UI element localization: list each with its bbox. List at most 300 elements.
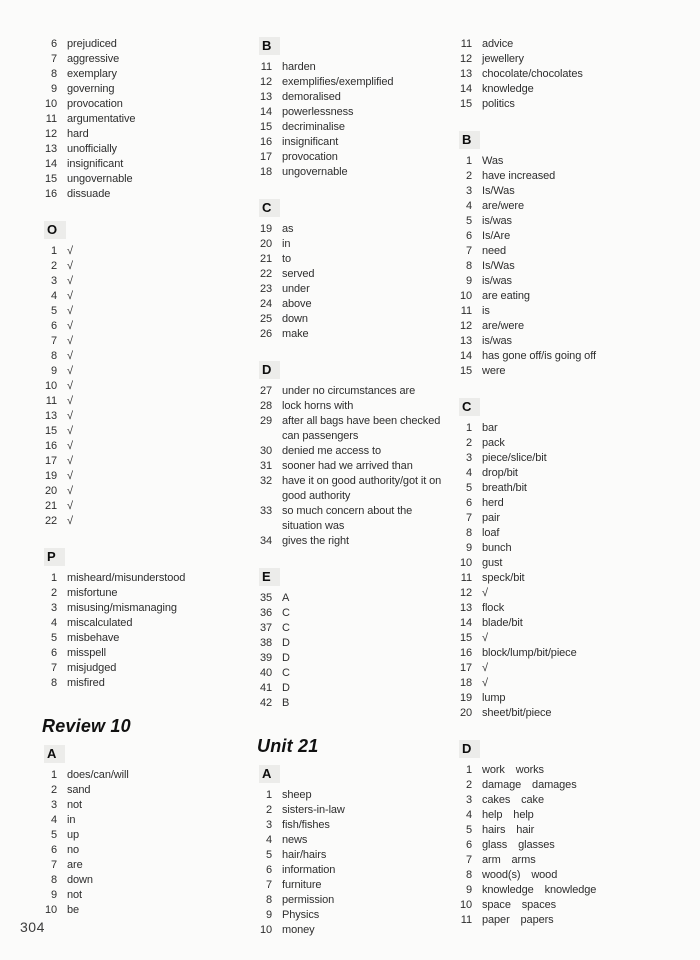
answer-text: sheet/bit/piece xyxy=(482,707,552,719)
answer-item xyxy=(455,646,670,661)
answer-text: fish/fishes xyxy=(282,819,330,831)
answer-number: 19 xyxy=(44,470,57,482)
answer-number: 13 xyxy=(459,68,472,80)
answer-number: 42 xyxy=(259,697,272,709)
answer-item xyxy=(255,90,445,105)
answer-number: 16 xyxy=(259,136,272,148)
answer-item xyxy=(455,853,670,868)
answer-text: prejudiced xyxy=(67,38,117,50)
answer-text: breath/bit xyxy=(482,482,527,494)
answer-item xyxy=(455,364,670,379)
answer-text: is/was xyxy=(482,275,512,287)
answer-text: C xyxy=(282,622,290,634)
answer-text: exemplary xyxy=(67,68,117,80)
answer-text: lump xyxy=(482,692,506,704)
answer-item xyxy=(40,454,245,469)
answer-number: 26 xyxy=(259,328,272,340)
answer-column xyxy=(455,37,670,928)
answer-list xyxy=(455,154,670,379)
answer-number: 35 xyxy=(259,592,272,604)
answer-text: information xyxy=(282,864,336,876)
answer-number: 13 xyxy=(459,335,472,347)
answer-text: misspell xyxy=(67,647,106,659)
answer-number: 39 xyxy=(259,652,272,664)
answer-text: pair xyxy=(482,512,500,524)
answer-item xyxy=(255,282,445,297)
answer-number: 8 xyxy=(265,894,272,906)
answer-number: 22 xyxy=(44,515,57,527)
answer-item xyxy=(455,169,670,184)
answer-text: blade/bit xyxy=(482,617,523,629)
answer-text: in xyxy=(282,238,291,250)
answer-text: sooner had we arrived than xyxy=(282,460,413,472)
answer-item xyxy=(455,691,670,706)
answer-item xyxy=(255,504,445,534)
answer-text: √ xyxy=(67,335,73,347)
answer-number: 19 xyxy=(459,692,472,704)
answer-item xyxy=(40,349,245,364)
answer-number: 10 xyxy=(44,98,57,110)
answer-list xyxy=(40,571,245,691)
answer-item xyxy=(255,327,445,342)
answer-text: provocation xyxy=(67,98,123,110)
answer-text: √ xyxy=(67,515,73,527)
answer-item xyxy=(40,873,245,888)
answer-text: speck/bit xyxy=(482,572,525,584)
answer-text: have increased xyxy=(482,170,556,182)
answer-list xyxy=(455,421,670,721)
answer-number: 9 xyxy=(465,884,472,896)
answer-number: 1 xyxy=(465,422,472,434)
answer-item xyxy=(40,67,245,82)
answer-text: √ xyxy=(67,305,73,317)
answer-number: 11 xyxy=(45,113,57,125)
answer-item xyxy=(40,244,245,259)
unit-heading: Review 10 xyxy=(42,716,131,736)
answer-number: 33 xyxy=(259,505,272,517)
answer-text: bar xyxy=(482,422,498,434)
answer-text: √ xyxy=(67,485,73,497)
answer-item xyxy=(255,237,445,252)
answer-number: 3 xyxy=(50,799,57,811)
answer-text: √ xyxy=(67,425,73,437)
answer-item xyxy=(255,833,445,848)
answer-item xyxy=(40,903,245,918)
answer-text: bunch xyxy=(482,542,512,554)
answer-number: 3 xyxy=(50,602,57,614)
answer-number: 36 xyxy=(259,607,272,619)
answer-text: √ xyxy=(482,662,488,674)
answer-number: 3 xyxy=(465,452,472,464)
answer-item xyxy=(455,67,670,82)
answer-text: argumentative xyxy=(67,113,136,125)
answer-number: 10 xyxy=(459,557,472,569)
answer-item xyxy=(40,319,245,334)
section-heading xyxy=(455,131,670,149)
answer-text: are eating xyxy=(482,290,530,302)
answer-text: advice xyxy=(482,38,514,50)
answer-list xyxy=(40,37,245,202)
answer-text: √ xyxy=(67,275,73,287)
answer-number: 10 xyxy=(259,924,272,936)
answer-item xyxy=(40,888,245,903)
answer-number: 23 xyxy=(259,283,272,295)
answer-text: loaf xyxy=(482,527,500,539)
section-heading xyxy=(40,745,245,763)
page-number: 304 xyxy=(20,919,45,935)
answer-text: √ xyxy=(482,587,488,599)
answer-number: 10 xyxy=(44,380,57,392)
answer-number: 22 xyxy=(259,268,272,280)
answer-item xyxy=(455,898,670,913)
answer-item xyxy=(455,541,670,556)
answer-item xyxy=(255,636,445,651)
answer-text: dissuade xyxy=(67,188,111,200)
answer-number: 6 xyxy=(50,647,57,659)
answer-number: 5 xyxy=(465,215,472,227)
answer-text: politics xyxy=(482,98,515,110)
answer-item xyxy=(455,868,670,883)
section-heading xyxy=(255,37,445,55)
answer-text: denied me access to xyxy=(282,445,381,457)
answer-number: 7 xyxy=(50,335,57,347)
answer-text: space spaces xyxy=(482,899,557,911)
answer-number: 6 xyxy=(50,844,57,856)
answer-number: 14 xyxy=(259,106,272,118)
answer-number: 5 xyxy=(265,849,272,861)
answer-text: √ xyxy=(67,350,73,362)
answer-item xyxy=(455,289,670,304)
answer-item xyxy=(40,394,245,409)
answer-text: Is/Was xyxy=(482,260,515,272)
answer-number: 10 xyxy=(44,904,57,916)
answer-text: hard xyxy=(67,128,89,140)
answer-number: 6 xyxy=(50,38,57,50)
answer-item xyxy=(455,823,670,838)
answer-number: 7 xyxy=(265,879,272,891)
answer-number: 17 xyxy=(44,455,57,467)
answer-list xyxy=(255,788,445,938)
answer-item xyxy=(455,481,670,496)
answer-item xyxy=(40,661,245,676)
answer-number: 12 xyxy=(259,76,272,88)
answer-text: knowledge xyxy=(482,83,534,95)
answer-text: are/were xyxy=(482,200,524,212)
answer-item xyxy=(455,334,670,349)
answer-text: lock horns with xyxy=(282,400,354,412)
answer-number: 8 xyxy=(465,527,472,539)
answer-text: damage damages xyxy=(482,779,577,791)
answer-number: 29 xyxy=(259,415,272,427)
answer-text: misfortune xyxy=(67,587,118,599)
answer-number: 16 xyxy=(44,188,57,200)
answer-item xyxy=(255,878,445,893)
answer-item xyxy=(255,75,445,90)
answer-column xyxy=(255,37,445,938)
answer-item xyxy=(40,858,245,873)
answer-item xyxy=(255,267,445,282)
answer-text: misfired xyxy=(67,677,105,689)
answer-item xyxy=(455,601,670,616)
answer-item xyxy=(455,349,670,364)
answer-text: √ xyxy=(67,470,73,482)
answer-number: 37 xyxy=(259,622,272,634)
answer-item xyxy=(40,187,245,202)
answer-list xyxy=(40,244,245,529)
answer-number: 2 xyxy=(465,170,472,182)
answer-item xyxy=(455,466,670,481)
answer-number: 4 xyxy=(465,467,472,479)
answer-number: 7 xyxy=(50,662,57,674)
answer-number: 9 xyxy=(50,365,57,377)
answer-number: 28 xyxy=(259,400,272,412)
answer-number: 18 xyxy=(259,166,272,178)
answer-number: 7 xyxy=(50,859,57,871)
answer-text: cakes cake xyxy=(482,794,544,806)
answer-item xyxy=(40,843,245,858)
section-heading xyxy=(455,398,670,416)
answer-number: 6 xyxy=(465,230,472,242)
answer-number: 7 xyxy=(465,245,472,257)
answer-text: after all bags have been checked can passengers xyxy=(282,415,441,442)
answer-list xyxy=(455,763,670,928)
answer-number: 4 xyxy=(465,809,472,821)
answer-number: 2 xyxy=(50,587,57,599)
answer-text: Physics xyxy=(282,909,320,921)
answer-item xyxy=(40,783,245,798)
answer-text: gust xyxy=(482,557,503,569)
section-label: B xyxy=(259,37,280,55)
answer-column xyxy=(40,37,245,918)
answer-text: news xyxy=(282,834,308,846)
answer-number: 6 xyxy=(465,497,472,509)
answer-number: 4 xyxy=(265,834,272,846)
answer-item xyxy=(455,244,670,259)
answer-number: 8 xyxy=(465,869,472,881)
answer-text: piece/slice/bit xyxy=(482,452,547,464)
answer-text: not xyxy=(67,799,82,811)
answer-item xyxy=(455,214,670,229)
answer-item xyxy=(255,459,445,474)
answer-item xyxy=(255,384,445,399)
answer-number: 17 xyxy=(259,151,272,163)
answer-text: need xyxy=(482,245,507,257)
answer-item xyxy=(40,37,245,52)
answer-text: √ xyxy=(67,380,73,392)
answer-number: 8 xyxy=(50,68,57,80)
answer-number: 1 xyxy=(465,764,472,776)
answer-number: 9 xyxy=(50,889,57,901)
answer-number: 12 xyxy=(44,128,57,140)
answer-text: D xyxy=(282,682,290,694)
answer-number: 9 xyxy=(465,542,472,554)
answer-text: drop/bit xyxy=(482,467,518,479)
answer-text: does/can/will xyxy=(67,769,129,781)
answer-item xyxy=(255,908,445,923)
answer-item xyxy=(255,105,445,120)
answer-number: 1 xyxy=(465,155,472,167)
answer-item xyxy=(455,706,670,721)
answer-text: √ xyxy=(67,260,73,272)
answer-number: 10 xyxy=(459,899,472,911)
answer-number: 11 xyxy=(460,914,472,926)
answer-number: 9 xyxy=(265,909,272,921)
answer-text: Is/Are xyxy=(482,230,511,242)
answer-text: √ xyxy=(67,500,73,512)
answer-text: up xyxy=(67,829,80,841)
answer-item xyxy=(455,838,670,853)
answer-text: so much concern about the situation was xyxy=(282,505,413,532)
section-heading xyxy=(255,568,445,586)
answer-text: misheard/misunderstood xyxy=(67,572,186,584)
answer-text: √ xyxy=(482,677,488,689)
answer-text: C xyxy=(282,667,290,679)
answer-text: ungovernable xyxy=(282,166,348,178)
answer-item xyxy=(455,82,670,97)
answer-item xyxy=(255,681,445,696)
answer-text: were xyxy=(482,365,506,377)
answer-text: glass glasses xyxy=(482,839,555,851)
answer-text: Is/Was xyxy=(482,185,515,197)
answer-text: not xyxy=(67,889,82,901)
answer-item xyxy=(455,274,670,289)
answer-number: 11 xyxy=(260,61,272,73)
answer-number: 6 xyxy=(465,839,472,851)
answer-item xyxy=(255,414,445,444)
answer-number: 14 xyxy=(459,617,472,629)
answer-item xyxy=(40,97,245,112)
answer-item xyxy=(255,165,445,180)
answer-item xyxy=(255,848,445,863)
answer-text: flock xyxy=(482,602,505,614)
answer-number: 4 xyxy=(50,814,57,826)
section-label: O xyxy=(44,221,66,239)
answer-number: 13 xyxy=(44,410,57,422)
answer-item xyxy=(40,514,245,529)
answer-text: down xyxy=(67,874,93,886)
answer-number: 4 xyxy=(50,290,57,302)
answer-text: ungovernable xyxy=(67,173,133,185)
answer-number: 5 xyxy=(465,824,472,836)
answer-number: 16 xyxy=(44,440,57,452)
answer-number: 15 xyxy=(44,173,57,185)
section-label: D xyxy=(259,361,280,379)
answer-number: 13 xyxy=(259,91,272,103)
answer-text: to xyxy=(282,253,291,265)
answer-number: 1 xyxy=(50,245,57,257)
answer-number: 18 xyxy=(459,677,472,689)
section-label: D xyxy=(459,740,480,758)
answer-item xyxy=(40,82,245,97)
answer-item xyxy=(255,696,445,711)
answer-text: are xyxy=(67,859,83,871)
answer-number: 16 xyxy=(459,647,472,659)
answer-item xyxy=(255,788,445,803)
answer-text: Was xyxy=(482,155,504,167)
answer-number: 20 xyxy=(44,485,57,497)
answer-text: exemplifies/exemplified xyxy=(282,76,394,88)
answer-text: √ xyxy=(67,245,73,257)
answer-item xyxy=(40,828,245,843)
answer-text: block/lump/bit/piece xyxy=(482,647,577,659)
answer-number: 17 xyxy=(459,662,472,674)
answer-text: sisters-in-law xyxy=(282,804,345,816)
answer-number: 7 xyxy=(50,53,57,65)
answer-item xyxy=(455,883,670,898)
answer-text: provocation xyxy=(282,151,338,163)
answer-text: down xyxy=(282,313,308,325)
answer-item xyxy=(455,37,670,52)
answer-item xyxy=(40,172,245,187)
answer-item xyxy=(255,222,445,237)
answer-number: 3 xyxy=(465,185,472,197)
answer-number: 11 xyxy=(460,305,472,317)
section-heading xyxy=(255,765,445,783)
answer-number: 4 xyxy=(50,617,57,629)
answer-item xyxy=(255,252,445,267)
answer-text: insignificant xyxy=(282,136,339,148)
answer-text: as xyxy=(282,223,294,235)
section-label: C xyxy=(259,199,280,217)
answer-item xyxy=(40,616,245,631)
answer-text: A xyxy=(282,592,290,604)
answer-text: under no circumstances are xyxy=(282,385,416,397)
answer-number: 2 xyxy=(465,779,472,791)
answer-item xyxy=(255,534,445,549)
answer-number: 19 xyxy=(259,223,272,235)
answer-text: above xyxy=(282,298,312,310)
answer-number: 12 xyxy=(459,53,472,65)
answer-list xyxy=(255,60,445,180)
answer-item xyxy=(455,586,670,601)
section-heading xyxy=(40,221,245,239)
answer-text: work works xyxy=(482,764,544,776)
answer-item xyxy=(40,798,245,813)
answer-number: 7 xyxy=(465,512,472,524)
answer-text: have it on good authority/got it on good authority xyxy=(282,475,442,502)
answer-text: √ xyxy=(67,365,73,377)
answer-number: 12 xyxy=(459,320,472,332)
answer-text: furniture xyxy=(282,879,322,891)
answer-item xyxy=(255,312,445,327)
answer-text: is/was xyxy=(482,335,512,347)
answer-number: 11 xyxy=(460,572,472,584)
answer-number: 4 xyxy=(465,200,472,212)
answer-text: be xyxy=(67,904,80,916)
answer-item xyxy=(455,421,670,436)
answer-number: 13 xyxy=(44,143,57,155)
answer-number: 21 xyxy=(44,500,57,512)
answer-item xyxy=(455,304,670,319)
answer-text: herd xyxy=(482,497,504,509)
section-heading xyxy=(255,199,445,217)
answer-text: √ xyxy=(67,410,73,422)
answer-item xyxy=(455,793,670,808)
answer-text: hairs hair xyxy=(482,824,535,836)
answer-text: harden xyxy=(282,61,316,73)
answer-number: 14 xyxy=(459,350,472,362)
answer-item xyxy=(455,808,670,823)
answer-text: √ xyxy=(482,632,488,644)
answer-number: 1 xyxy=(50,769,57,781)
answer-list xyxy=(255,222,445,342)
answer-number: 7 xyxy=(465,854,472,866)
answer-item xyxy=(40,813,245,828)
answer-number: 15 xyxy=(459,365,472,377)
answer-text: jewellery xyxy=(482,53,524,65)
answer-text: √ xyxy=(67,290,73,302)
answer-text: pack xyxy=(482,437,505,449)
